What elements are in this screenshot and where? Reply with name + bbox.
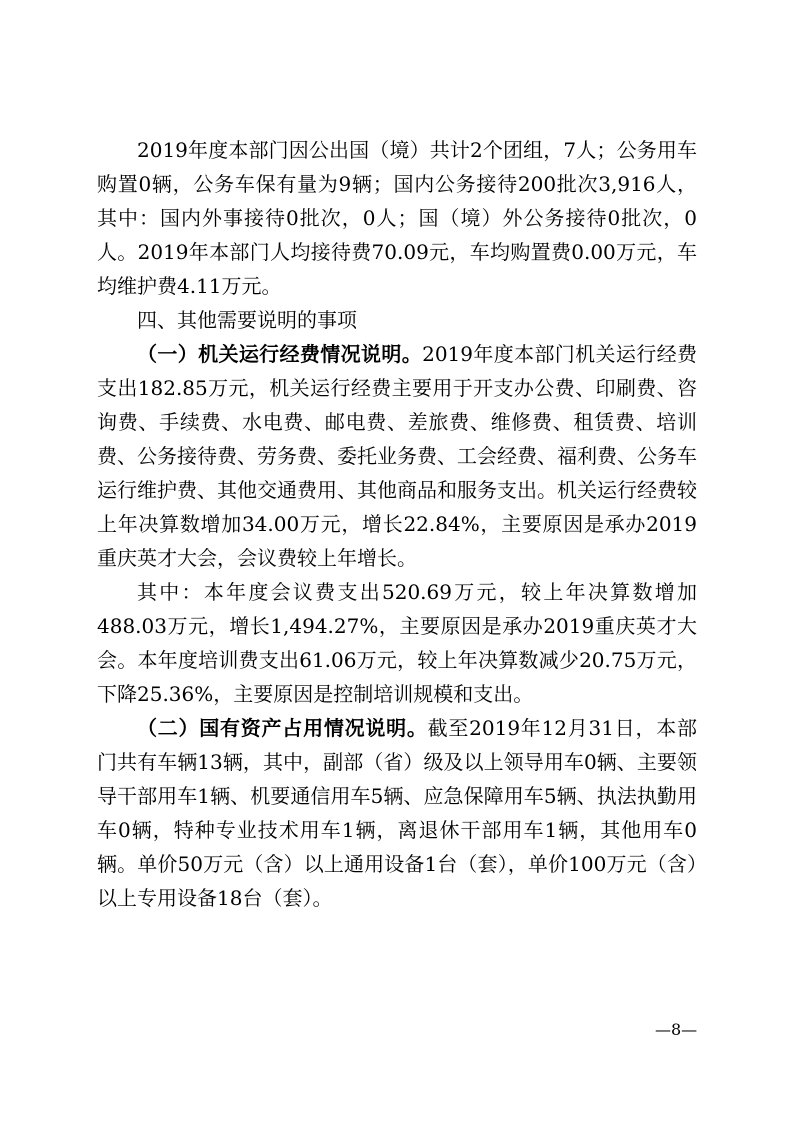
paragraph-operating-expenses [97, 337, 697, 575]
paragraph-text: 截至2019年12月31日，本部门共有车辆13辆，其中，副部（省）级及以上领导用车0辆、主要领导干部用车1辆、机要通信用车5辆、应急保障用车5辆、执法执勤用车0辆，特种专业技术用车1辆，离退休干部用车1辆，其他用车0辆。单价50万元（含）以上通用设备1台（套），单价100万元（含）以上专用设备18台（套）。 [97, 716, 698, 910]
subsection-lead: （一）机关运行经费情况说明。 [137, 342, 423, 366]
paragraph-text: 2019年度本部门机关运行经费支出182.85万元，机关运行经费主要用于开支办公费、印刷费、咨询费、手续费、水电费、邮电费、差旅费、维修费、租赁费、培训费、公务接待费、劳务费、委托业务费、工会经费、福利费、公务车运行维护费、其他交通费用、其他商品和服务支出。机关运行经费较上年决算数增加34.00万元，增长22.84%，主要原因是承办2019重庆英才大会，会议费较上年增长。 [97, 342, 697, 570]
paragraph-state-assets [97, 711, 697, 915]
document-body [97, 133, 697, 915]
page-number: —8— [655, 1020, 698, 1039]
paragraph-text: 其中：本年度会议费支出520.69万元，较上年决算数增加488.03万元，增长1,494.27%，主要原因是承办2019重庆英才大会。本年度培训费支出61.06万元，较上年决算数减少20.75万元，下降25.36%，主要原因是控制培训规模和支出。 [97, 580, 697, 706]
subsection-lead: （二）国有资产占用情况说明。 [137, 716, 428, 740]
section-heading: 四、其他需要说明的事项 [137, 308, 357, 332]
paragraph-text: 2019年度本部门因公出国（境）共计2个团组，7人；公务用车购置0辆，公务车保有量为9辆；国内公务接待200批次3,916人，其中：国内外事接待0批次，0人；国（境）外公务接待0批次，0人。2019年本部门人均接待费70.09元，车均购置费0.00万元，车均维护费4.11万元。 [97, 138, 697, 298]
paragraph-overseas-and-vehicles [97, 133, 697, 303]
paragraph-meeting-training [97, 575, 697, 711]
